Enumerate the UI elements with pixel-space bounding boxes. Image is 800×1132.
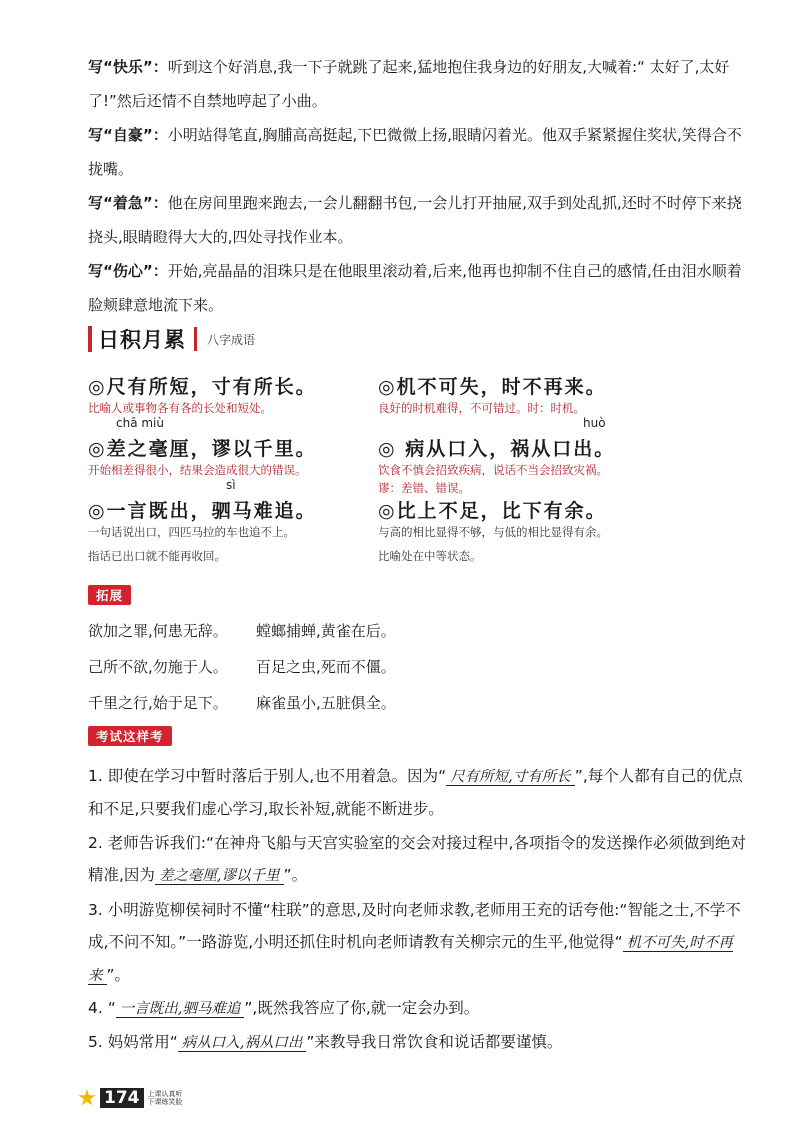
extension-row: 千里之行,始于足下。 麻雀虽小,五脏俱全。 bbox=[88, 694, 396, 712]
idiom-item: ◎尺有所短，寸有所长。 比喻人或事物各有各的长处和短处。 bbox=[88, 376, 317, 415]
writing-sad: 写“伤心”：开始,亮晶晶的泪珠只是在他眼里滚动着,后来,他再也抑制不住自己的感情,任由泪水顺着脸颊肆意地流下来。 bbox=[88, 262, 742, 314]
extension-tag: 拓展 bbox=[88, 585, 131, 605]
idiom-item: sì ◎一言既出，驷马难追。 一句话说出口，四匹马拉的车也追不上。 指话已出口就不能再收回。 bbox=[88, 478, 317, 563]
section-title: 日积月累 八字成语 bbox=[88, 322, 255, 356]
extension-row: 己所不欲,勿施于人。 百足之虫,死而不僵。 bbox=[88, 658, 396, 676]
exam-question-4: 4. “ 一言既出,驷马难追 ”,既然我答应了你,就一定会办到。 bbox=[88, 999, 480, 1017]
title-divider-icon bbox=[194, 327, 197, 351]
idiom-item: ◎比上不足，比下有余。 与高的相比显得不够，与低的相比显得有余。 比喻处在中等状态。 bbox=[378, 500, 608, 563]
writing-happy: 写“快乐”：听到这个好消息,我一下子就跳了起来,猛地抱住我身边的好朋友,大喊着:“ 太好了,太好了!”然后还情不自禁地哼起了小曲。 bbox=[88, 58, 730, 110]
answer-blank: 病从口入,祸从口出 bbox=[178, 1035, 307, 1052]
answer-blank: 差之毫厘,谬以千里 bbox=[155, 868, 284, 885]
writing-anxious: 写“着急”：他在房间里跑来跑去,一会儿翻翻书包,一会儿打开抽屉,双手到处乱抓,还时不时停下来挠挠头,眼睛瞪得大大的,四处寻找作业本。 bbox=[88, 194, 742, 246]
page-number: 174 bbox=[100, 1088, 144, 1108]
idiom-item: huò ◎ 病从口入，祸从口出。 饮食不慎会招致疾病，说话不当会招致灾祸。 谬：差错、错误。 bbox=[378, 416, 616, 495]
writing-proud: 写“自豪”：小明站得笔直,胸脯高高挺起,下巴微微上扬,眼睛闪着光。他双手紧紧握住奖状,笑得合不拢嘴。 bbox=[88, 126, 742, 178]
exam-question-5: 5. 妈妈常用“ 病从口入,祸从口出 ”来教导我日常饮食和说话都要谨慎。 bbox=[88, 1033, 563, 1051]
page-footer bbox=[78, 1088, 183, 1108]
title-bar-icon bbox=[88, 326, 92, 352]
answer-blank: 尺有所短,寸有所长 bbox=[446, 769, 575, 786]
answer-blank: 机不可失,时不再来 bbox=[88, 935, 733, 984]
exam-tag: 考试这样考 bbox=[88, 726, 172, 746]
exam-question-1: 1. 即使在学习中暂时落后于别人,也不用着急。因为“ 尺有所短,寸有所长 ”,每个人都有自己的优点和不足,只要我们虚心学习,取长补短,就能不断进步。 bbox=[88, 767, 743, 818]
exam-question-2: 2. 老师告诉我们:“在神舟飞船与天宫实验室的交会对接过程中,各项指令的发送操作必须做到绝对精准,因为 差之毫厘,谬以千里 ”。 bbox=[88, 834, 746, 884]
idiom-item: chā miù ◎差之毫厘，谬以千里。 开始相差得很小，结果会造成很大的错误。 bbox=[88, 416, 317, 477]
star-icon bbox=[78, 1089, 96, 1107]
footer-motto: 上课认真听 下课练笑脸 bbox=[147, 1090, 183, 1106]
idiom-item: ◎机不可失，时不再来。 良好的时机难得，不可错过。时：时机。 bbox=[378, 376, 607, 415]
exam-question-3: 3. 小明游览柳侯祠时不懂“柱联”的意思,及时向老师求教,老师用王充的话夸他:“智能之士,不学不成,不问不知。”一路游览,小明还抓住时机向老师请教有关柳宗元的生平,他觉得“ 机不可失,时不再来 ”。 bbox=[88, 901, 741, 984]
extension-row: 欲加之罪,何患无辞。 螳螂捕蝉,黄雀在后。 bbox=[88, 622, 396, 640]
answer-blank: 一言既出,驷马难追 bbox=[116, 1001, 245, 1018]
